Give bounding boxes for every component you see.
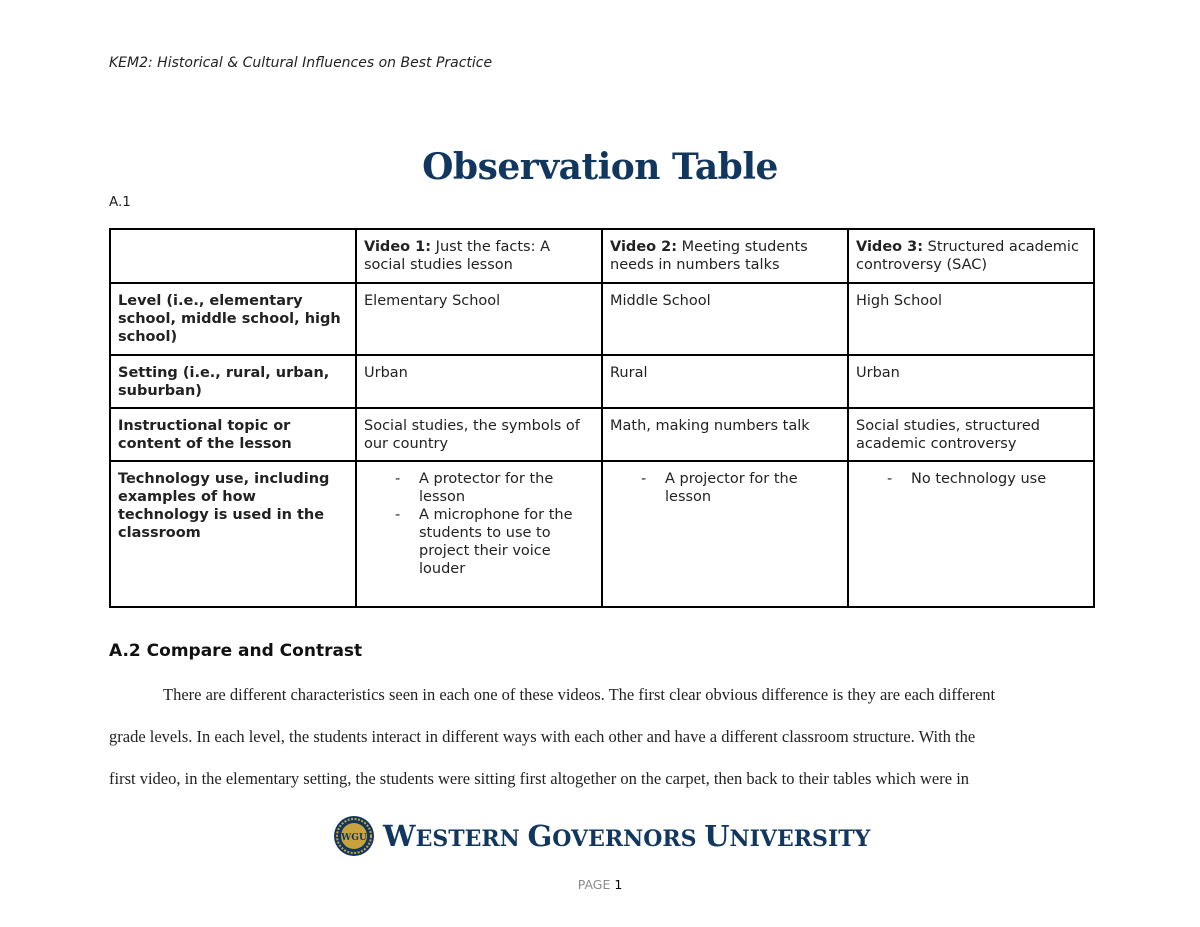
header-cell-video-3 xyxy=(848,229,1094,283)
video-3-title: Structured academic controversy (SAC) xyxy=(856,239,1079,273)
tech-list xyxy=(364,470,594,578)
list-item: - A microphone for the students to use to project their voice louder xyxy=(419,506,594,578)
table-row-topic xyxy=(110,408,1094,461)
observation-table xyxy=(109,228,1095,608)
table-cell: Rural xyxy=(602,355,848,408)
list-item: - A projector for the lesson xyxy=(665,470,840,506)
row-label-technology: Technology use, including examples of how technology is used in the classroom xyxy=(110,461,356,607)
table-cell xyxy=(848,461,1094,607)
row-label-level: Level (i.e., elementary school, middle school, high school) xyxy=(110,283,356,355)
page-number: 1 xyxy=(614,877,623,892)
section-heading-a2: A.2 Compare and Contrast xyxy=(109,641,363,661)
table-cell: Urban xyxy=(848,355,1094,408)
video-2-label: Video 2: xyxy=(610,239,678,255)
video-1-label: Video 1: xyxy=(364,239,432,255)
page-title: Observation Table xyxy=(422,146,778,188)
paragraph-line: first video, in the elementary setting, the students were sitting first altogether on the carpet, then back to their tables which were in xyxy=(109,769,970,788)
row-label-topic: Instructional topic or content of the lesson xyxy=(110,408,356,461)
table-row-setting xyxy=(110,355,1094,408)
header-cell-video-2 xyxy=(602,229,848,283)
document-header: KEM2: Historical & Cultural Influences on Best Practice xyxy=(109,55,493,71)
table-row-level xyxy=(110,283,1094,355)
university-name: WESTERN GOVERNORS UNIVERSITY xyxy=(383,819,871,853)
video-3-label: Video 3: xyxy=(856,239,924,255)
table-row-technology xyxy=(110,461,1094,607)
seal-text: WGU xyxy=(341,833,367,843)
video-1-title: Just the facts: A social studies lesson xyxy=(364,239,551,273)
table-cell: Middle School xyxy=(602,283,848,355)
section-heading-a1: A.1 xyxy=(109,194,131,210)
video-2-title: Meeting students needs in numbers talks xyxy=(610,239,808,273)
paragraph-line: There are different characteristics seen in each one of these videos. The first clear obvious difference is they are each different xyxy=(163,685,996,704)
row-label-setting: Setting (i.e., rural, urban, suburban) xyxy=(110,355,356,408)
tech-list xyxy=(856,470,1086,488)
header-cell-video-1 xyxy=(356,229,602,283)
wgu-logo xyxy=(333,815,870,857)
tech-list xyxy=(610,470,840,506)
table-cell: Social studies, structured academic controversy xyxy=(848,408,1094,461)
table-cell xyxy=(602,461,848,607)
table-header-row xyxy=(110,229,1094,283)
table-cell xyxy=(356,461,602,607)
table-cell: Urban xyxy=(356,355,602,408)
header-cell-empty xyxy=(110,229,356,283)
page-footer xyxy=(0,877,1200,892)
paragraph-line: grade levels. In each level, the students interact in different ways with each other and have a different classroom structure. With the xyxy=(109,727,976,746)
table-cell: Social studies, the symbols of our country xyxy=(356,408,602,461)
page-label: PAGE xyxy=(577,877,611,892)
list-item: - No technology use xyxy=(911,470,1086,488)
table-cell: Math, making numbers talk xyxy=(602,408,848,461)
list-item: - A protector for the lesson xyxy=(419,470,594,506)
table-cell: High School xyxy=(848,283,1094,355)
body-paragraph xyxy=(109,674,1094,800)
wgu-seal-icon xyxy=(333,815,375,857)
table-cell: Elementary School xyxy=(356,283,602,355)
